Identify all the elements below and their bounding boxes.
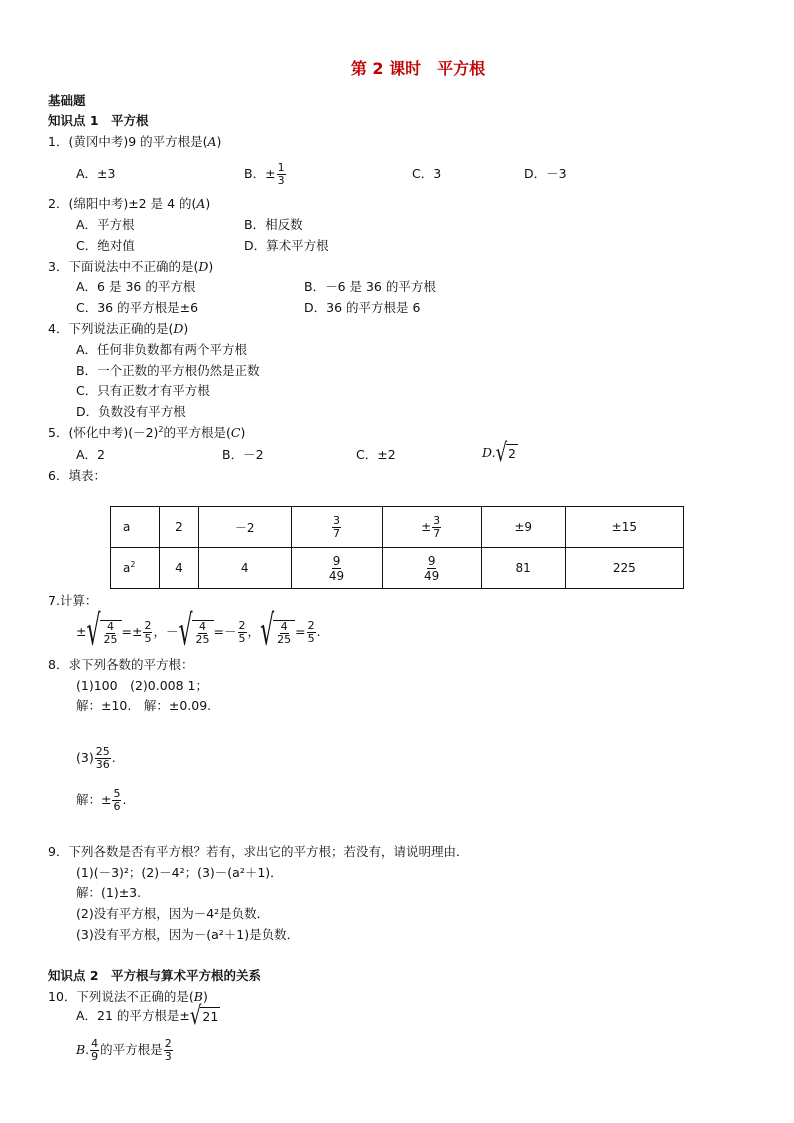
question-5-option-b: B．－2 (222, 447, 264, 462)
question-1-option-d: D．－3 (524, 166, 567, 181)
period: . (122, 792, 127, 807)
fraction-denominator: 9 (91, 1050, 99, 1063)
fraction-numerator: 5 (113, 787, 121, 800)
table-row-header (111, 548, 160, 589)
exponent: 2 (158, 424, 164, 434)
fraction-numerator: 9 (332, 553, 341, 568)
question-9-stem: 9．下列各数是否有平方根？若有，求出它的平方根；若没有，请说明理由． (48, 844, 469, 859)
question-5-option-a: A．2 (76, 447, 106, 462)
question-1-stem (48, 133, 221, 151)
fraction-numerator: 4 (199, 619, 207, 633)
question-1-option-b (244, 156, 287, 192)
question-4-answer: D (173, 321, 184, 336)
question-10-option-b-text: 的平方根是 (100, 1042, 163, 1057)
table-row-header: a (111, 507, 160, 548)
fraction-numerator: 4 (280, 619, 288, 633)
fraction-denominator: 49 (328, 568, 345, 583)
question-9-answer-2: (2)没有平方根，因为－4²是负数． (76, 906, 270, 921)
table-cell (291, 507, 382, 548)
question-1-text: 1．(黄冈中考)9 的平方根是( (48, 134, 208, 149)
fraction (95, 746, 111, 771)
fraction-denominator: 3 (277, 174, 285, 187)
question-9-parts: (1)(－3)²；(2)－4²；(3)－(a²＋1)． (76, 865, 283, 880)
radicand (273, 620, 295, 646)
fraction-numerator: 2 (307, 619, 315, 632)
fraction-denominator: 5 (307, 632, 315, 645)
fraction-numerator: 4 (107, 619, 115, 633)
question-3-option-a: A．6 是 36 的平方根 (76, 279, 196, 294)
part-number: (3) (76, 750, 94, 765)
question-1-answer: A (207, 134, 217, 149)
square-root (178, 607, 214, 656)
question-3-text: 3．下面说法中不正确的是( (48, 259, 199, 274)
fraction (328, 554, 345, 583)
fraction-denominator: 6 (113, 800, 121, 813)
equals-sign: = (295, 624, 306, 639)
question-8-parts-1-2: (1)100 (2)0.008 1； (76, 678, 208, 693)
table-row (111, 507, 684, 548)
square-root (189, 1001, 220, 1031)
fraction-denominator: 5 (238, 632, 246, 645)
fraction (332, 515, 341, 540)
fraction-numerator: 2 (238, 619, 246, 632)
table-cell: ±15 (565, 507, 683, 548)
question-8-stem: 8．求下列各数的平方根： (48, 657, 194, 672)
fraction-numerator: 9 (427, 553, 436, 568)
period: . (111, 750, 116, 765)
question-5-text: 5．(怀化中考)(－2) (48, 425, 159, 440)
fraction-denominator: 25 (195, 632, 210, 646)
fraction-denominator: 36 (95, 758, 110, 771)
period: . (316, 624, 321, 639)
exponent: 2 (130, 560, 136, 569)
fraction (276, 621, 292, 646)
radical-sign: √ (178, 607, 193, 656)
question-4-option-c: C．只有正数才有平方根 (76, 383, 210, 398)
question-10-close: ) (202, 989, 208, 1004)
fraction (112, 788, 121, 813)
question-3-answer: D (198, 259, 209, 274)
fraction-denominator: 25 (277, 632, 292, 646)
fraction-denominator: 3 (164, 1050, 172, 1063)
question-1-option-a: A．±3 (76, 166, 116, 181)
knowledge-point-2-heading: 知识点 2 平方根与算术平方根的关系 (48, 968, 262, 983)
fill-in-table (110, 506, 684, 589)
plus-minus-sign: ± (76, 624, 87, 639)
radicand (100, 620, 122, 646)
fraction (164, 1038, 173, 1063)
question-3-close: ) (208, 259, 214, 274)
question-1-option-c: C．3 (412, 166, 442, 181)
answer-prefix: 解：± (76, 792, 112, 807)
table-row (111, 548, 684, 589)
radical-sign: √ (189, 1001, 202, 1031)
separator: ， (153, 624, 166, 639)
table-cell: 4 (198, 548, 291, 589)
fraction-denominator: 7 (333, 526, 341, 540)
question-10-answer: B (193, 989, 203, 1004)
question-2-option-d: D．算术平方根 (244, 238, 329, 253)
question-5-text-end: 的平方根是( (163, 425, 231, 440)
question-5-option-c: C．±2 (356, 447, 396, 462)
question-2-option-b: B．相反数 (244, 217, 303, 232)
fraction-numerator: 4 (91, 1037, 99, 1050)
question-4-option-b: B．一个正数的平方根仍然是正数 (76, 363, 260, 378)
table-cell: 4 (160, 548, 199, 589)
question-4-option-a: A．任何非负数都有两个平方根 (76, 342, 248, 357)
question-8-answers-1-2: 解：±10. 解：±0.09. (76, 698, 212, 713)
fraction-numerator: 2 (144, 619, 152, 632)
question-5-stem (48, 424, 245, 442)
fraction-denominator: 49 (424, 568, 440, 583)
square-root (495, 438, 518, 468)
knowledge-point-1-heading: 知识点 1 平方根 (48, 113, 149, 128)
question-5-close: ) (240, 425, 246, 440)
fraction (143, 620, 152, 645)
radical-sign: √ (495, 438, 508, 468)
fraction (432, 515, 441, 540)
equals-sign: = (121, 624, 132, 639)
fraction (423, 554, 440, 583)
separator: ， (247, 624, 261, 639)
question-6-stem: 6．填表： (48, 468, 106, 483)
question-10-option-b (76, 1030, 174, 1070)
question-1-close: ) (216, 134, 222, 149)
question-10-option-a-text: A．21 的平方根是± (76, 1008, 190, 1023)
minus-sign: － (224, 624, 237, 639)
plus-minus-sign: ± (132, 624, 143, 639)
radicand: 2 (508, 446, 516, 461)
table-cell: 81 (481, 548, 565, 589)
question-2-close: ) (205, 196, 211, 211)
square-root (86, 607, 121, 656)
question-4-text: 4．下列说法正确的是( (48, 321, 174, 336)
page-title: 第 2 课时 平方根 (350, 59, 486, 78)
question-9-answer-1: 解：(1)±3. (76, 885, 142, 900)
table-cell (382, 507, 481, 548)
question-1-option-b-prefix: B．± (244, 166, 276, 181)
minus-sign: － (166, 624, 179, 639)
plus-minus-sign: ± (421, 519, 432, 534)
fraction (277, 162, 286, 187)
table-cell: 225 (565, 548, 683, 589)
section-heading-basic: 基础题 (48, 93, 86, 108)
fraction (90, 1038, 99, 1063)
question-8-part-3 (76, 738, 116, 778)
table-cell (382, 548, 481, 589)
square-root (260, 607, 295, 656)
question-10-stem (48, 988, 208, 1006)
question-2-answer: A (196, 196, 206, 211)
question-3-option-d: D．36 的平方根是 6 (304, 300, 421, 315)
variable: a (123, 561, 131, 575)
question-8-answer-3 (76, 780, 126, 820)
equals-sign: = (213, 624, 225, 639)
fraction-denominator: 25 (103, 632, 118, 646)
question-10-text: 10．下列说法不正确的是( (48, 989, 194, 1004)
fraction-numerator: 2 (164, 1037, 172, 1050)
table-cell: ±9 (481, 507, 565, 548)
radicand (192, 620, 214, 646)
question-10-option-a (76, 1001, 220, 1031)
question-9-answer-3: (3)没有平方根，因为－(a²＋1)是负数． (76, 927, 300, 942)
question-5-option-d-prefix: D. (482, 445, 496, 460)
question-2-option-a: A．平方根 (76, 217, 135, 232)
fraction (103, 621, 119, 646)
fraction-denominator: 5 (144, 632, 152, 645)
fraction (195, 621, 211, 646)
table-cell (291, 548, 382, 589)
radical-sign: √ (86, 607, 101, 656)
fraction-denominator: 7 (433, 526, 441, 540)
fraction (238, 620, 247, 645)
fraction-numerator: 3 (433, 513, 441, 527)
table-cell: 2 (160, 507, 199, 548)
radical-sign: √ (260, 607, 275, 656)
fraction-numerator: 25 (95, 745, 110, 758)
question-3-stem (48, 258, 213, 276)
question-2-text: 2．(绵阳中考)±2 是 4 的( (48, 196, 197, 211)
question-2-option-c: C．绝对值 (76, 238, 135, 253)
question-7-answer (76, 607, 321, 656)
fraction (307, 620, 316, 645)
question-2-stem (48, 195, 210, 213)
question-10-option-b-prefix: B. (76, 1042, 90, 1057)
table-cell: －2 (198, 507, 291, 548)
question-3-option-c: C．36 的平方根是±6 (76, 300, 199, 315)
fraction-numerator: 3 (333, 513, 341, 527)
question-7-stem: 7.计算： (48, 593, 98, 608)
question-4-close: ) (183, 321, 189, 336)
fraction-numerator: 1 (277, 161, 285, 174)
question-4-option-d: D．负数没有平方根 (76, 404, 186, 419)
question-4-stem (48, 320, 188, 338)
question-5-answer: C (230, 425, 241, 440)
question-5-option-d (482, 438, 518, 468)
radicand: 21 (202, 1009, 219, 1024)
question-3-option-b: B．－6 是 36 的平方根 (304, 279, 436, 294)
